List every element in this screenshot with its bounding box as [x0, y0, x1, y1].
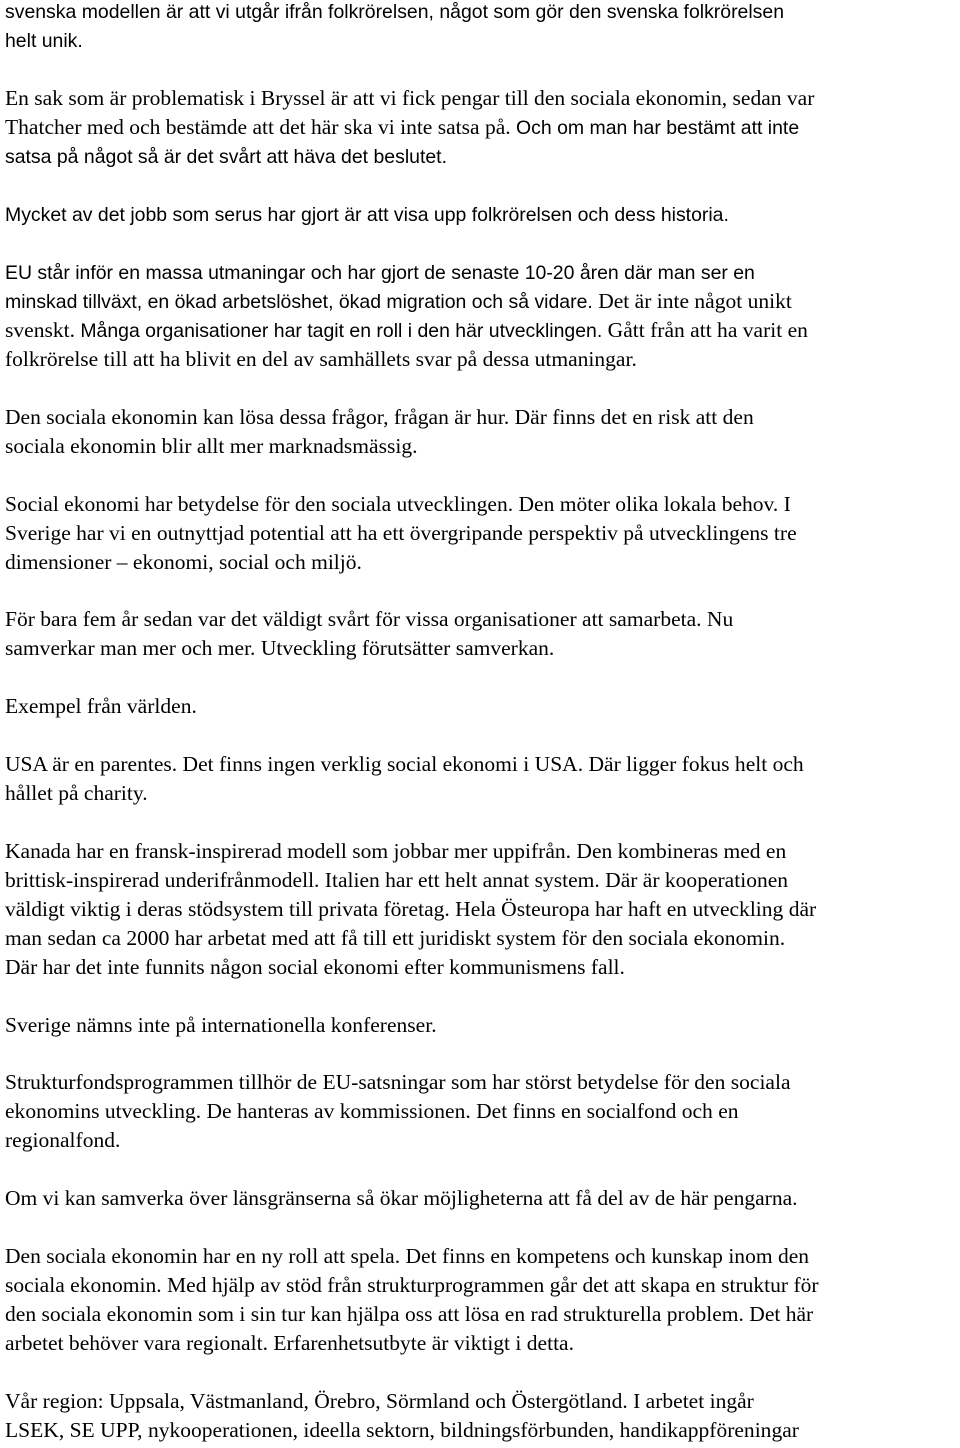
- paragraph: [5, 1068, 960, 1155]
- text-segment: Om vi kan samverka över länsgränserna så ökar möjligheterna att få del av de här pengarna.: [5, 1186, 798, 1210]
- text-line: [5, 1242, 957, 1271]
- text-line: [5, 548, 957, 577]
- text-segment: Exempel från världen.: [5, 694, 197, 718]
- text-segment: brittisk-inspirerad underifrånmodell. Italien har ett helt annat system. Där är kooperationen: [5, 868, 789, 892]
- paragraph: [5, 1184, 960, 1213]
- text-line: [5, 1271, 957, 1300]
- text-line: [5, 1300, 957, 1329]
- text-segment: Social ekonomi har betydelse för den sociala utvecklingen. Den möter olika lokala behov. I: [5, 492, 791, 516]
- text-segment: En sak som är problematisk i Bryssel är att vi fick pengar till den sociala ekonomin, sedan var: [5, 86, 815, 110]
- paragraph: [5, 837, 960, 982]
- text-segment: Det är inte något unikt: [598, 289, 792, 313]
- text-line: [5, 200, 957, 229]
- text-line: [5, 1126, 957, 1155]
- text-segment: minskad tillväxt, en ökad arbetslöshet, ökad migration och så vidare.: [5, 291, 599, 313]
- text-line: [5, 490, 957, 519]
- text-line: [5, 1184, 957, 1213]
- text-line: [5, 26, 957, 55]
- text-line: [5, 924, 957, 953]
- text-segment: svenskt.: [5, 318, 81, 342]
- paragraph: [5, 200, 960, 229]
- text-line: [5, 866, 957, 895]
- paragraph: [5, 403, 960, 461]
- text-segment: regionalfond.: [5, 1128, 121, 1152]
- text-line: [5, 750, 957, 779]
- text-line: [5, 837, 957, 866]
- text-segment: Mycket av det jobb som serus har gjort är att visa upp folkrörelsen och dess historia.: [5, 204, 729, 226]
- text-segment: arbetet behöver vara regionalt. Erfarenhetsutbyte är viktigt i detta.: [5, 1331, 575, 1355]
- text-line: [5, 1097, 957, 1126]
- paragraph: [5, 1011, 960, 1040]
- text-segment: Den sociala ekonomin har en ny roll att spela. Det finns en kompetens och kunskap inom den: [5, 1244, 810, 1268]
- text-segment: folkrörelse till att ha blivit en del av samhällets svar på dessa utmaningar.: [5, 347, 637, 371]
- text-line: [5, 113, 957, 142]
- text-segment: Den sociala ekonomin kan lösa dessa frågor, frågan är hur. Där finns det en risk att den: [5, 405, 754, 429]
- text-segment: samverkar man mer och mer. Utveckling förutsätter samverkan.: [5, 636, 555, 660]
- text-segment: man sedan ca 2000 har arbetat med att få till ett juridiskt system för den sociala ekonomin.: [5, 926, 786, 950]
- text-segment: LSEK, SE UPP, nykooperationen, ideella sektorn, bildningsförbunden, handikappföreningar: [5, 1418, 799, 1442]
- text-line: [5, 692, 957, 721]
- paragraph: [5, 605, 960, 663]
- text-line: [5, 142, 957, 171]
- text-line: [5, 0, 957, 26]
- text-line: [5, 316, 957, 345]
- text-line: [5, 895, 957, 924]
- text-line: [5, 403, 957, 432]
- text-segment: svenska modellen är att vi utgår ifrån folkrörelsen, något som gör den svenska folkrörelsen: [5, 1, 785, 23]
- paragraph: [5, 692, 960, 721]
- text-segment: sociala ekonomin. Med hjälp av stöd från strukturprogrammen går det att skapa en struktur för: [5, 1273, 819, 1297]
- text-line: [5, 1329, 957, 1358]
- text-line: [5, 953, 957, 982]
- text-segment: Thatcher med och bestämde att det här ska vi inte satsa på.: [5, 115, 517, 139]
- text-segment: hållet på charity.: [5, 781, 148, 805]
- text-segment: Gått från att ha varit en: [607, 318, 808, 342]
- text-segment: Sverige nämns inte på internationella konferenser.: [5, 1013, 437, 1037]
- text-line: [5, 1416, 957, 1445]
- text-segment: Sverige har vi en outnyttjad potential att ha ett övergripande perspektiv på utvecklingens tre: [5, 521, 797, 545]
- text-line: [5, 605, 957, 634]
- paragraph: [5, 1242, 960, 1358]
- text-line: [5, 1387, 957, 1416]
- paragraph: [5, 1387, 960, 1445]
- text-segment: Strukturfondsprogrammen tillhör de EU-satsningar som har störst betydelse för den sociala: [5, 1070, 791, 1094]
- text-line: [5, 345, 957, 374]
- text-segment: den sociala ekonomin som i sin tur kan hjälpa oss att lösa en rad strukturella problem. Det här: [5, 1302, 814, 1326]
- text-line: [5, 634, 957, 663]
- paragraph: [5, 750, 960, 808]
- text-segment: För bara fem år sedan var det väldigt svårt för vissa organisationer att samarbeta. Nu: [5, 607, 734, 631]
- text-line: [5, 287, 957, 316]
- text-line: [5, 519, 957, 548]
- paragraph: [5, 258, 960, 374]
- text-segment: Där har det inte funnits någon social ekonomi efter kommunismens fall.: [5, 955, 625, 979]
- paragraph: [5, 0, 960, 55]
- text-segment: EU står inför en massa utmaningar och har gjort de senaste 10-20 åren där man ser en: [5, 262, 755, 284]
- text-segment: helt unik.: [5, 30, 83, 52]
- text-segment: dimensioner – ekonomi, social och miljö.: [5, 550, 362, 574]
- text-segment: ekonomins utveckling. De hanteras av kommissionen. Det finns en socialfond och en: [5, 1099, 739, 1123]
- paragraph: [5, 490, 960, 577]
- text-segment: Vår region: Uppsala, Västmanland, Örebro, Sörmland och Östergötland. I arbetet ingår: [5, 1389, 754, 1413]
- text-segment: väldigt viktig i deras stödsystem till privata företag. Hela Östeuropa har haft en utveckling där: [5, 897, 817, 921]
- text-segment: sociala ekonomin blir allt mer marknadsmässig.: [5, 434, 418, 458]
- text-segment: USA är en parentes. Det finns ingen verklig social ekonomi i USA. Där ligger fokus helt och: [5, 752, 804, 776]
- text-segment: Många organisationer har tagit en roll i den här utvecklingen.: [80, 320, 608, 342]
- text-line: [5, 258, 957, 287]
- text-line: [5, 779, 957, 808]
- paragraph: [5, 84, 960, 171]
- text-segment: satsa på något så är det svårt att häva det beslutet.: [5, 146, 447, 168]
- text-line: [5, 84, 957, 113]
- text-line: [5, 432, 957, 461]
- text-segment: Och om man har bestämt att inte: [516, 117, 800, 139]
- text-line: [5, 1011, 957, 1040]
- text-segment: Kanada har en fransk-inspirerad modell som jobbar mer uppifrån. Den kombineras med en: [5, 839, 787, 863]
- text-line: [5, 1068, 957, 1097]
